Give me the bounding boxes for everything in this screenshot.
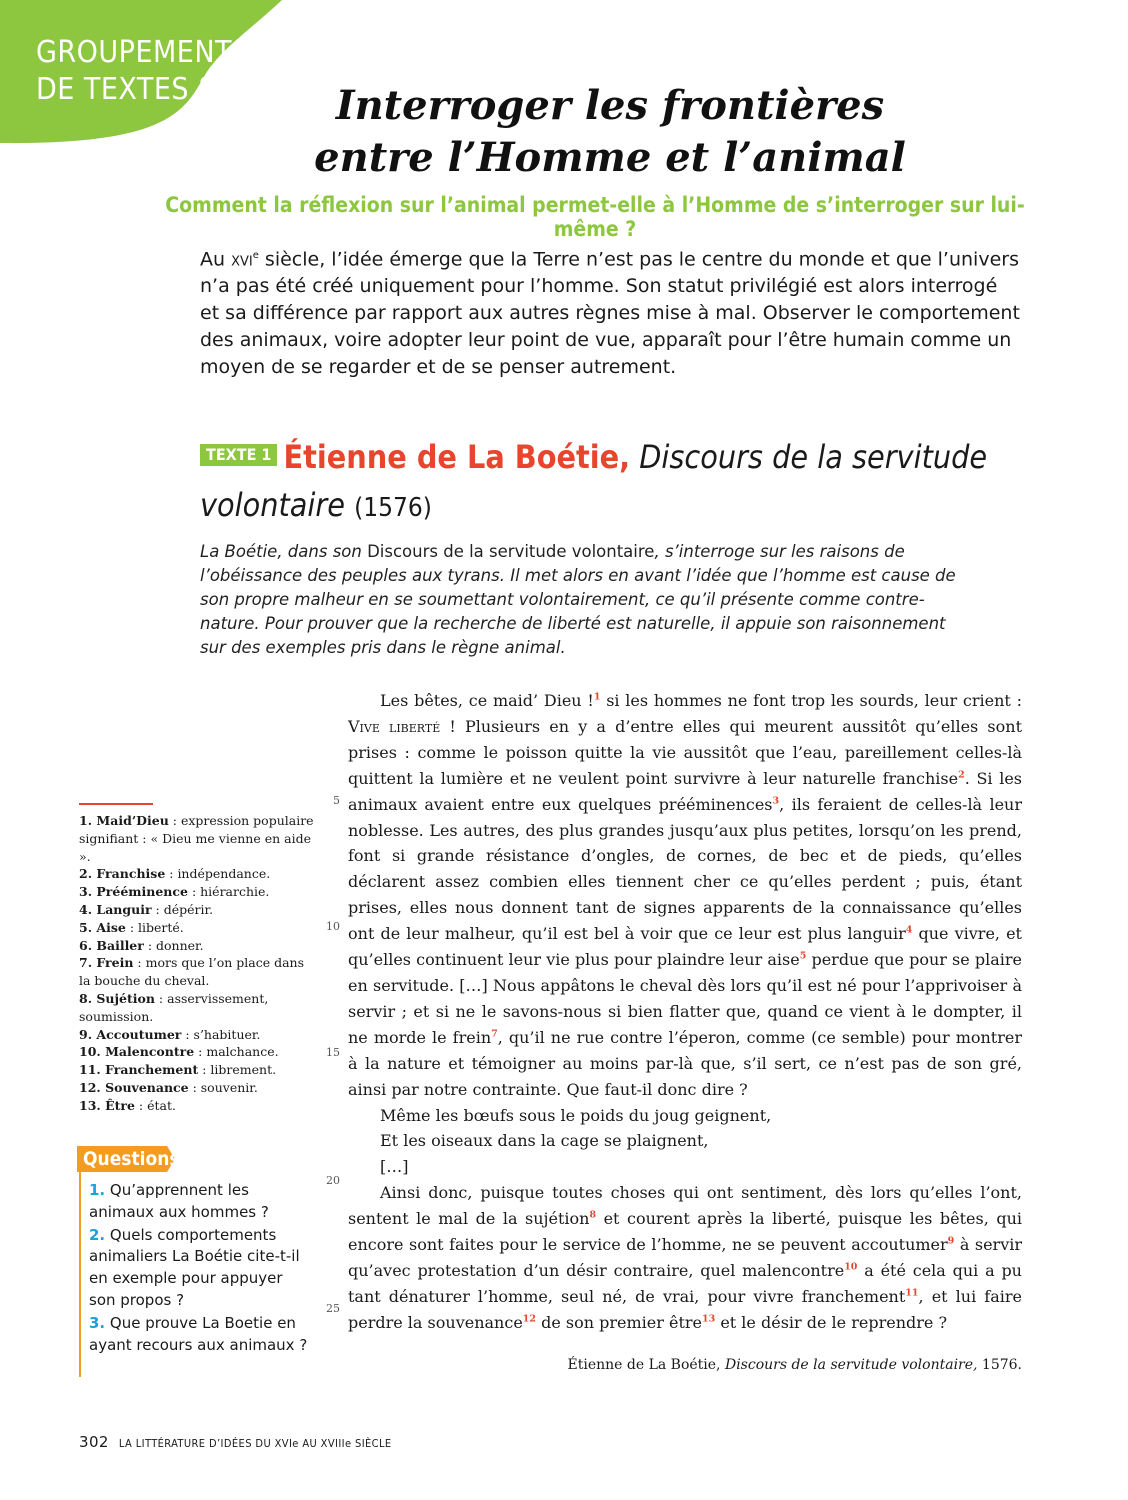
note-ref-5[interactable]: 5 <box>799 950 807 962</box>
page-subtitle: Comment la réflexion sur l’animal permet-elle à l’Homme de s’interroger sur lui-même ? <box>165 193 1025 241</box>
line-number-15: 15 <box>326 1046 340 1059</box>
line-number-10: 10 <box>326 920 340 933</box>
text1-author: Étienne de La Boétie, <box>283 438 631 476</box>
verse-line-2: Et les oiseaux dans la cage se plaignent, <box>380 1131 709 1151</box>
main-text-paragraph-1: Les bêtes, ce maid’ Dieu !$^1$ si les hommes ne font trop les sourds, leur crient : Vive liberté ! Plusieurs en y a d’entre elles qui meurent aussitôt qu’elles sont prises : comme le poisson quitte la vie aussitôt que l’eau, pareillement celles-là quittent la lumière et ne veulent point survivre à leur naturelle franchise$^2$. Si les animaux avaient entre eux quelques prééminences$^3$, ils feraient de celles-là leur noblesse. Les autres, des plus grandes jusqu’aux plus petites, lorsqu’on les prend, font si grande résistance d’ongles, de cornes, de bec et de pieds, qu’elles déclarent assez combien elles tiennent cher ce qu’elles perdent ; puis, étant prises, elles nous donnent tant de signes apparents de la connaissance qu’elles ont de leur malheur, qu’il est bel à voir que ce leur est plus languir$^4$ que vivre, et qu’elles continuent leur vie plus pour plaindre leur aise$^5$ perdue que pour se plaire en servitude. […] Nous appâtons le cheval dès lors qu’il est né pour l’apprivoiser à servir ; et si ne le savons-nous si bien flatter que, quand ce vient à le dompter, il ne morde le frein$^7$, qu’il ne rue contre l’éperon, comme (ce semble) pour montrer à la nature et témoigner au moins par-là que, s’il sert, ce n’est pas de son gré, ainsi par notre contrainte. Que faut-il donc dire ? <box>348 691 1023 1099</box>
line-number-20: 20 <box>326 1174 340 1187</box>
note-ref-7[interactable]: 7 <box>491 1028 498 1040</box>
footnote: 10. Malencontre : malchance. <box>79 1044 279 1060</box>
main-text <box>348 688 1022 1336</box>
questions-list <box>89 1180 309 1357</box>
footnote: 7. Frein : mors que l’on place dans la bouche du cheval. <box>79 955 305 989</box>
main-text-paragraph-2: Ainsi donc, puisque toutes choses qui ont sentiment, dès lors qu’elles l’ont, sentent le mal de la sujétion$^8$ et courent après la liberté, puisque les bêtes, qui encore sont faites pour le service de l’homme, ne se peuvent accoutumer$^9$ à servir qu’avec protestation d’un désir contraire, quel malencontre$^{10}$ a été cela qui a pu tant dénaturer l’homme, seul né, de vrai, pour vivre franchement$^{11}$, et lui faire perdre la souvenance$^{12}$ de son premier être$^{13}$ et le désir de le reprendre ? <box>348 1183 1023 1332</box>
note-ref-9[interactable]: 9 <box>947 1235 955 1247</box>
text1-badge: TEXTE 1 <box>200 444 277 466</box>
line-number-5: 5 <box>333 794 340 807</box>
footnote: 5. Aise : liberté. <box>79 919 184 935</box>
footnote: 11. Franchement : librement. <box>79 1062 277 1078</box>
footnote: 1. Maid’Dieu : expression populaire signifiant : « Dieu me vienne en aide ». <box>79 813 314 864</box>
verse-ellipsis: […] <box>380 1157 409 1177</box>
chapo-part2: , s’interroge sur les raisons de l’obéissance des peuples aux tyrans. Il met alors en avant l’idée que l’homme est cause de son propre malheur en se soumettant volontairement, ce qu’il présente comme contre-nature. Pour prouver que la recherche de liberté est naturelle, il appuie son raisonnement sur des exemples pris dans le règne animal. <box>200 542 956 657</box>
note-ref-10[interactable]: 10 <box>844 1261 858 1273</box>
footnote: 9. Accoutumer : s’habituer. <box>79 1026 261 1042</box>
footnote: 2. Franchise : indépendance. <box>79 866 271 882</box>
footnotes-divider <box>79 803 153 805</box>
note-ref-12[interactable]: 12 <box>522 1313 537 1325</box>
page-title-line2: entre l’Homme et l’animal <box>314 134 906 181</box>
questions-title <box>77 1146 180 1172</box>
page-footer <box>79 1433 392 1451</box>
note-ref-8[interactable]: 8 <box>589 1209 597 1221</box>
question-item: 2. Quels comportements animaliers La Boétie cite-t-il en exemple pour appuyer son propos ? <box>89 1225 300 1309</box>
intro-text-start: Au <box>200 248 232 271</box>
footnote: 8. Sujétion : asservissement, soumission. <box>79 990 269 1024</box>
page-title-line1: Interroger les frontières <box>335 82 885 129</box>
page-number: 302 <box>79 1433 109 1451</box>
footer-running-title: LA LITTÉRATURE D’IDÉES DU XVIe AU XVIIIe SIÈCLE <box>118 1437 392 1450</box>
note-ref-4[interactable]: 4 <box>905 924 913 936</box>
text1-heading <box>200 433 1020 532</box>
footnote: 4. Languir : dépérir. <box>79 901 214 917</box>
footnote: 12. Souvenance : souvenir. <box>79 1079 258 1095</box>
intro-century-sup: e <box>252 250 259 261</box>
questions-title-label: Questions <box>83 1148 180 1170</box>
questions-rule <box>79 1172 81 1377</box>
verse-line-1: Même les bœufs sous le poids du joug geignent, <box>380 1105 772 1125</box>
footnote: 3. Prééminence : hiérarchie. <box>79 884 270 900</box>
footnotes <box>79 812 319 1115</box>
note-ref-1[interactable]: 1 <box>593 691 601 703</box>
chapo-part1: La Boétie, dans son <box>200 542 368 561</box>
text1-introduction <box>200 540 960 660</box>
question-item: 3. Que prouve La Boetie en ayant recours aux animaux ? <box>89 1313 308 1354</box>
intro-century: xvi <box>231 248 253 271</box>
text1-year: (1576) <box>354 493 432 523</box>
corner-label-line1: GROUPEMENT <box>36 35 233 70</box>
question-item: 1. Qu’apprennent les animaux aux hommes ? <box>89 1181 269 1221</box>
footnote: 6. Bailler : donner. <box>79 937 204 953</box>
note-ref-11[interactable]: 11 <box>905 1287 919 1299</box>
note-ref-13[interactable]: 13 <box>702 1313 716 1325</box>
page-title <box>200 80 1020 184</box>
intro-paragraph <box>200 242 1020 381</box>
footnote: 13. Être : état. <box>79 1097 176 1113</box>
line-number-25: 25 <box>326 1302 340 1315</box>
cry-vive-liberte: Vive liberté <box>348 716 441 736</box>
chapo-work: Discours de la servitude volontaire <box>367 542 655 561</box>
intro-text-rest: siècle, l’idée émerge que la Terre n’est pas le centre du monde et que l’univers n’a pas été créé uniquement pour l’homme. Son statut privilégié est alors interrogé et sa différence par rapport aux autres règnes mise à mal. Observer le comportement des animaux, voire adopter leur point de vue, apparaît pour l’être humain comme un moyen de se regarder et de se penser autrement. <box>200 248 1020 379</box>
corner-label-line2: DE TEXTES 8 <box>36 72 216 107</box>
text-source: Étienne de La Boétie, Discours de la servitude volontaire, 1576. <box>567 1357 1022 1373</box>
note-ref-2[interactable]: 2 <box>958 769 965 781</box>
text1-work-title: Discours de la servitude volontaire <box>200 438 988 524</box>
note-ref-3[interactable]: 3 <box>772 795 780 807</box>
